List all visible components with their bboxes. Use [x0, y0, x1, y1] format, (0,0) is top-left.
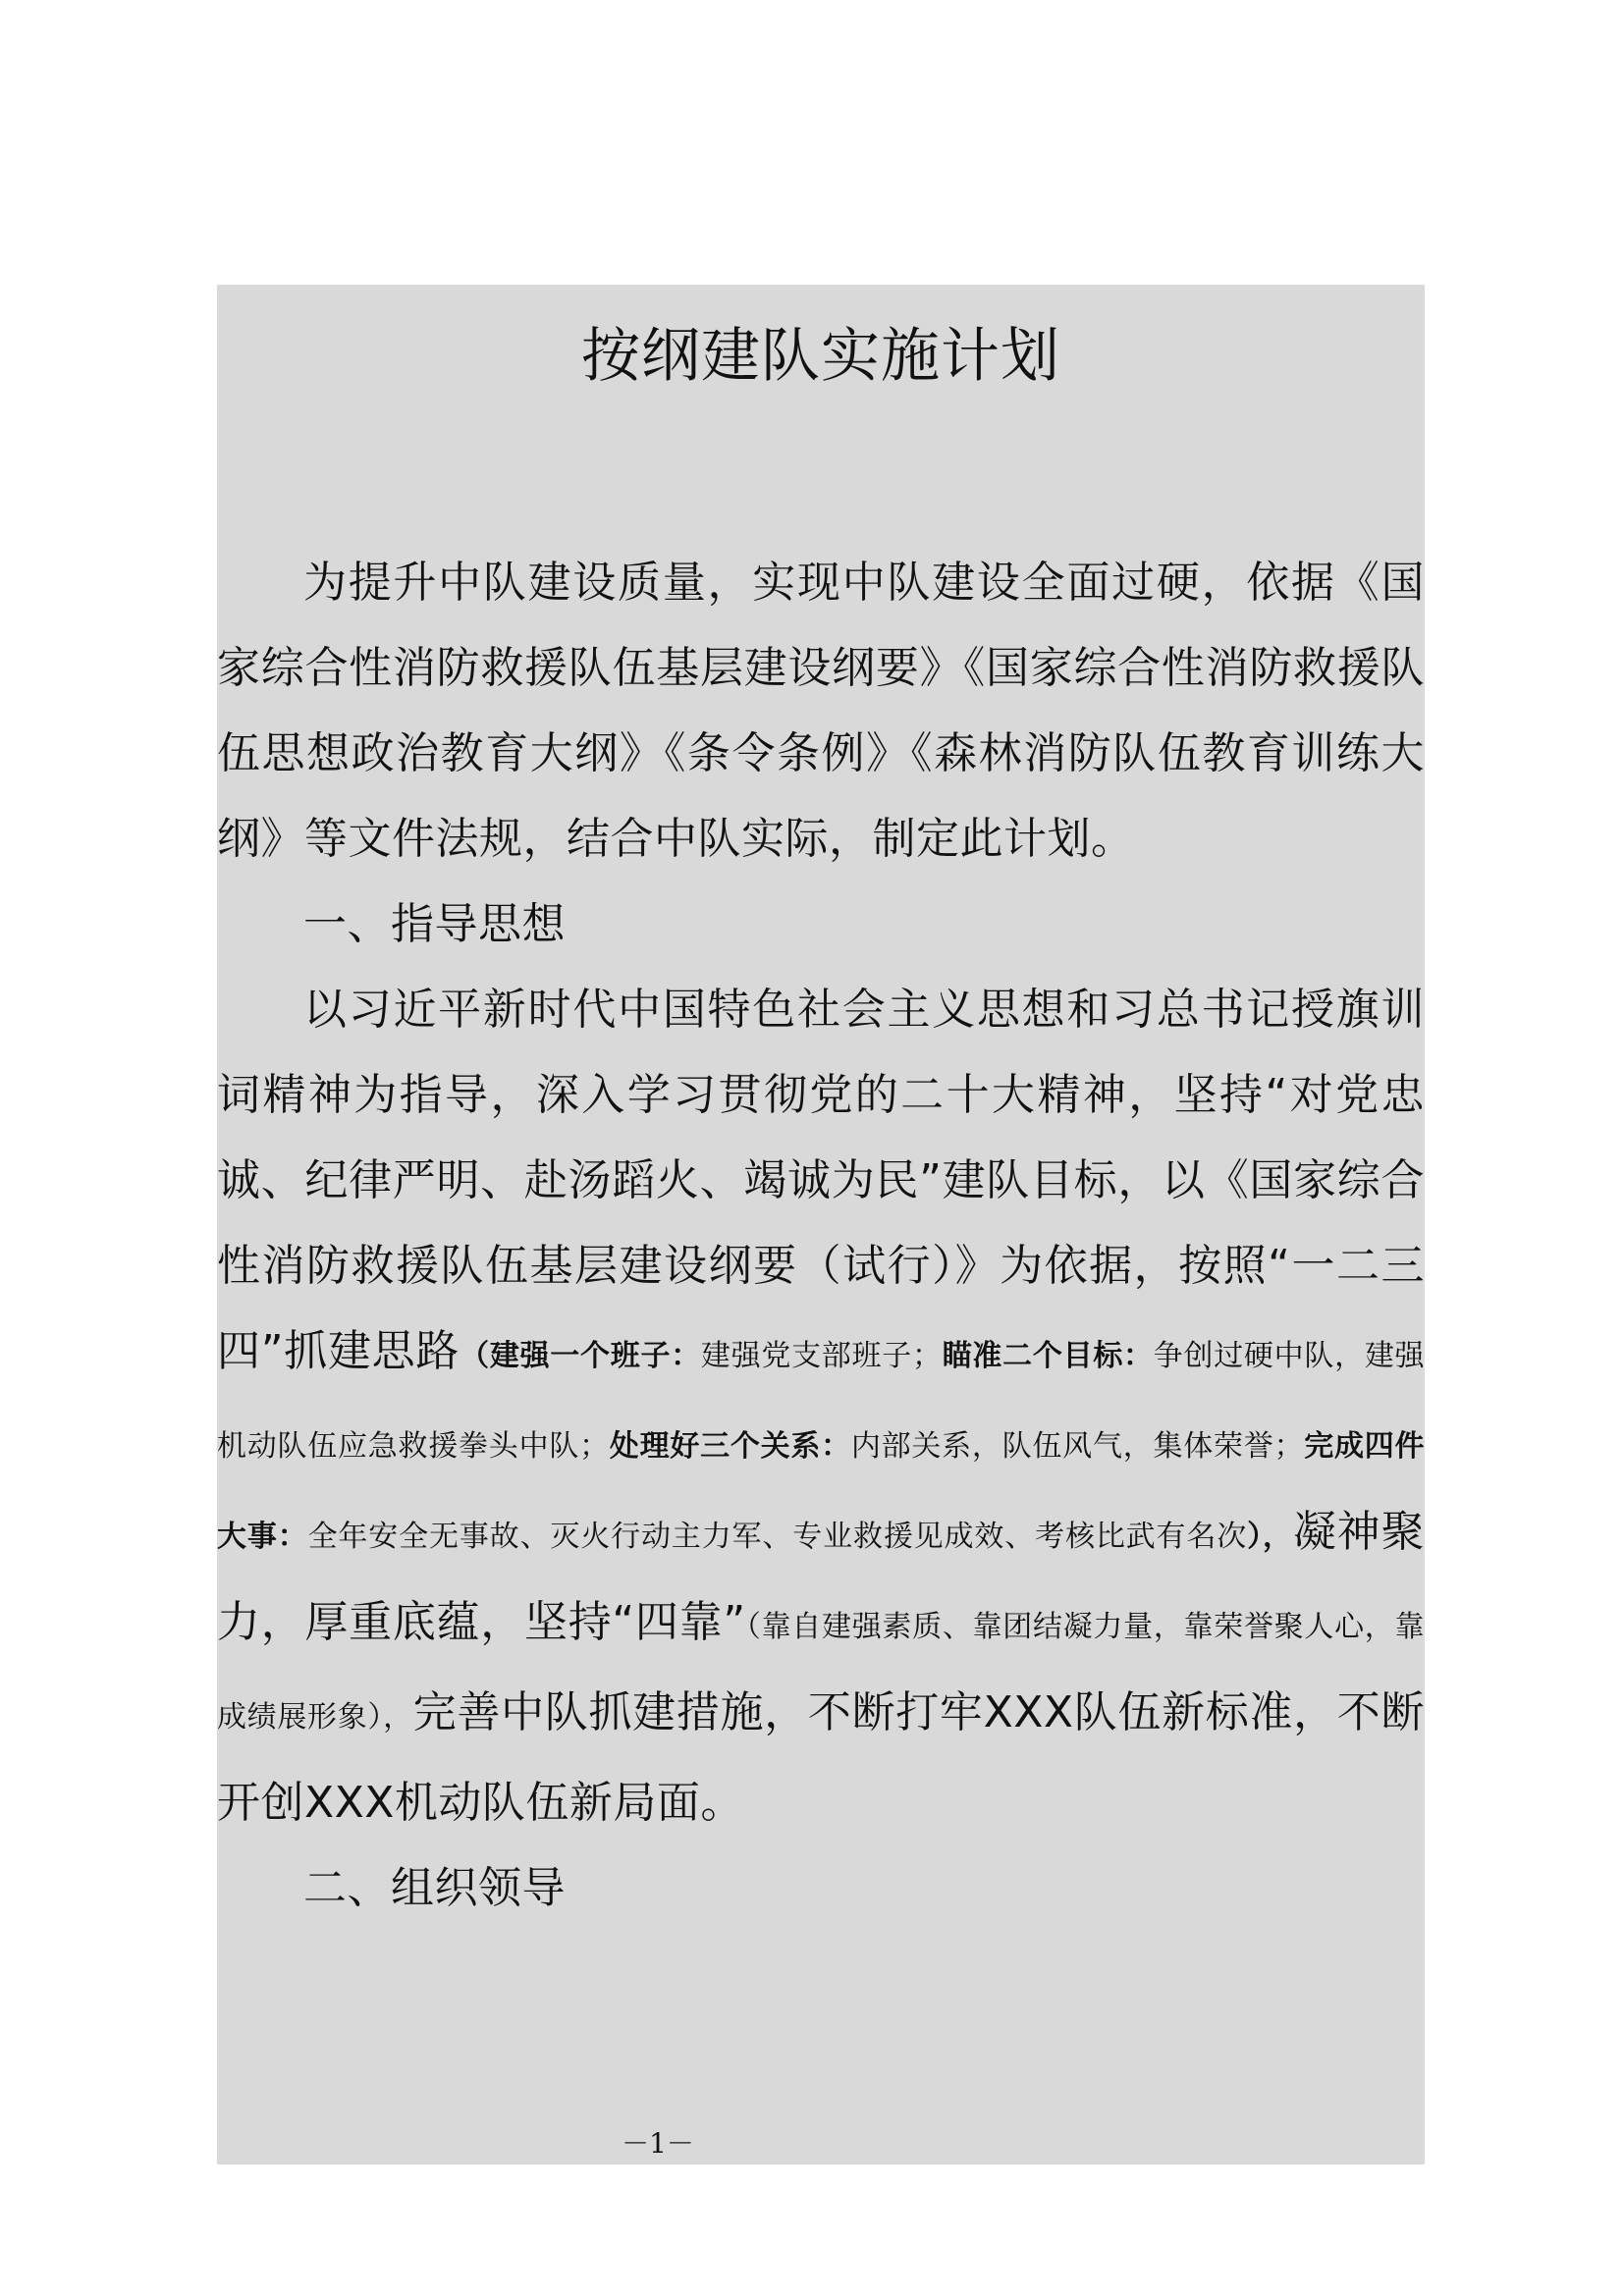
item-text-2: 争创过硬中队，建强机动队伍应急救援拳头中队；	[217, 1339, 1426, 1464]
guiding-ideology-end-text: 完善中队抓建措施，不断打牢XXX队伍新标准，不断开创XXX机动队伍新局面。	[217, 1687, 1425, 1828]
paren-close: ），	[1247, 1520, 1293, 1554]
item-text-3: 内部关系，队伍风气，集体荣誉；	[850, 1429, 1304, 1464]
document-title: 按纲建队实施计划	[581, 322, 1060, 391]
page-number: －1－	[622, 2127, 694, 2160]
item-label-2: 瞄准二个目标：	[942, 1339, 1154, 1373]
item-text-4: 全年安全无事故、灭火行动主力军、专业救援见成效、考核比武有名次	[307, 1520, 1248, 1554]
guiding-ideology-main-text: 以习近平新时代中国特色社会主义思想和习总书记授旗训词精神为指导，深入学习贯彻党的二十大精神，坚持“对党忠诚、纪律严明、赴汤蹈火、竭诚为民”建队目标，以《国家综合性消防救援队伍基层建设纲要（试行）》为依据，按照“一二三四”抓建思路	[217, 985, 1425, 1376]
item-label-4: 完成四件大事：	[217, 1429, 1426, 1554]
intro-paragraph: 为提升中队建设质量，实现中队建设全面过硬，依据《国家综合性消防救援队伍基层建设纲要》《国家综合性消防救援队伍思想政治教育大纲》《条令条例》《森林消防队伍教育训练大纲》等文件法规，结合中队实际，制定此计划。	[217, 558, 1425, 864]
guiding-ideology-paragraph	[217, 967, 1425, 1845]
guiding-ideology-mid-text: 凝神聚力，厚重底蕴，坚持“四靠”	[217, 1507, 1426, 1647]
item-text-1: 建强党支部班子；	[700, 1339, 943, 1373]
section-heading-organization: 二、组织领导	[303, 1863, 566, 1913]
paren-open: （	[460, 1339, 490, 1373]
item-label-3: 处理好三个关系：	[609, 1429, 851, 1464]
four-relies-detail: （靠自建强素质、靠团结凝力量，靠荣誉聚人心，靠成绩展形象），	[217, 1610, 1426, 1735]
section-heading-guiding-ideology: 一、指导思想	[303, 899, 566, 949]
item-label-1: 建强一个班子：	[489, 1339, 701, 1373]
document-body	[217, 540, 1425, 1931]
